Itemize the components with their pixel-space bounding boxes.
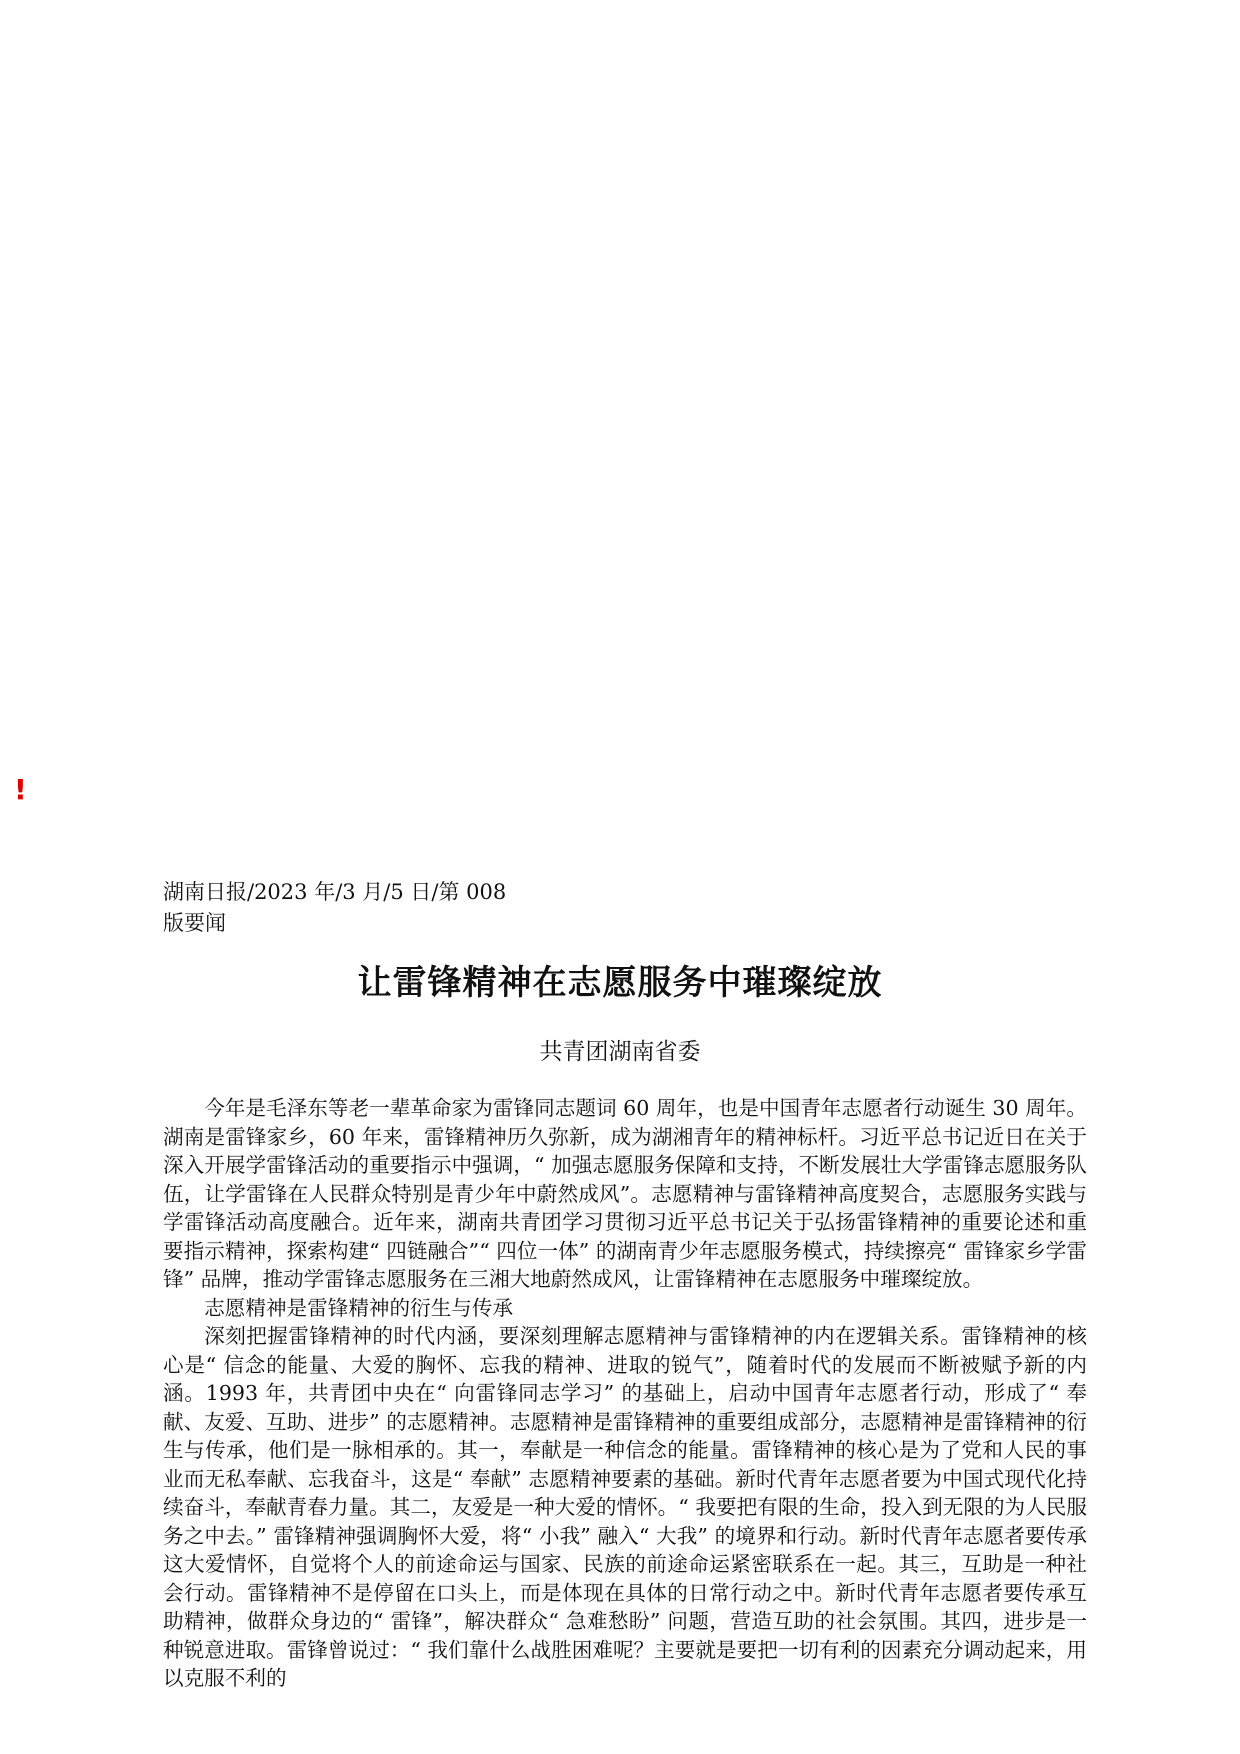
- article-body: [163, 1094, 1087, 1693]
- article-title: 让雷锋精神在志愿服务中璀璨绽放: [357, 963, 883, 1003]
- source-line: [163, 877, 1083, 939]
- section-heading: 志愿精神是雷锋精神的衍生与传承: [204, 1295, 514, 1320]
- paragraph-section-1: 深刻把握雷锋精神的时代内涵，要深刻理解志愿精神与雷锋精神的内在逻辑关系。雷锋精神的核心是“ 信念的能量、大爱的胸怀、忘我的精神、进取的锐气”，随着时代的发展而不断被赋予新的内涵。1993 年，共青团中央在“ 向雷锋同志学习” 的基础上，启动中国青年志愿者行动，形成了“ 奉献、友爱、互助、进步” 的志愿精神。志愿精神是雷锋精神的重要组成部分，志愿精神是雷锋精神的衍生与传承，他们是一脉相承的。其一，奉献是一种信念的能量。雷锋精神的核心是为了党和人民的事业而无私奉献、忘我奋斗，这是“ 奉献” 志愿精神要素的基础。新时代青年志愿者要为中国式现代化持续奋斗，奉献青春力量。其二，友爱是一种大爱的情怀。“ 我要把有限的生命，投入到无限的为人民服务之中去。” 雷锋精神强调胸怀大爱，将“ 小我” 融入“ 大我” 的境界和行动。新时代青年志愿者要传承这大爱情怀，自觉将个人的前途命运与国家、民族的前途命运紧密联系在一起。其三，互助是一种社会行动。雷锋精神不是停留在口头上，而是体现在具体的日常行动之中。新时代青年志愿者要传承互助精神，做群众身边的“ 雷锋”，解决群众“ 急难愁盼” 问题，营造互助的社会氛围。其四，进步是一种锐意进取。雷锋曾说过：“ 我们靠什么战胜困难呢？主要就是要把一切有利的因素充分调动起来，用以克服不利的: [163, 1324, 1087, 1690]
- source-line-1: 湖南日报/2023 年/3 月/5 日/第 008: [163, 880, 507, 904]
- source-line-2: 版要闻: [163, 911, 226, 935]
- article-author: 共青团湖南省委: [539, 1039, 701, 1065]
- paragraph-intro: 今年是毛泽东等老一辈革命家为雷锋同志题词 60 周年，也是中国青年志愿者行动诞生 30 周年。湖南是雷锋家乡，60 年来，雷锋精神历久弥新，成为湖湘青年的精神标杆。习近平总书记近日在关于深入开展学雷锋活动的重要指示中强调，“ 加强志愿服务保障和支持，不断发展壮大学雷锋志愿服务队伍，让学雷锋在人民群众特别是青少年中蔚然成风”。志愿精神与雷锋精神高度契合，志愿服务实践与学雷锋活动高度融合。近年来，湖南共青团学习贯彻习近平总书记关于弘扬雷锋精神的重要论述和重要指示精神，探索构建“ 四链融合”“ 四位一体” 的湖南青少年志愿服务模式，持续擦亮“ 雷锋家乡学雷锋” 品牌，推动学雷锋志愿服务在三湘大地蔚然成风，让雷锋精神在志愿服务中璀璨绽放。: [163, 1096, 1087, 1291]
- red-exclamation-mark: !: [14, 773, 27, 806]
